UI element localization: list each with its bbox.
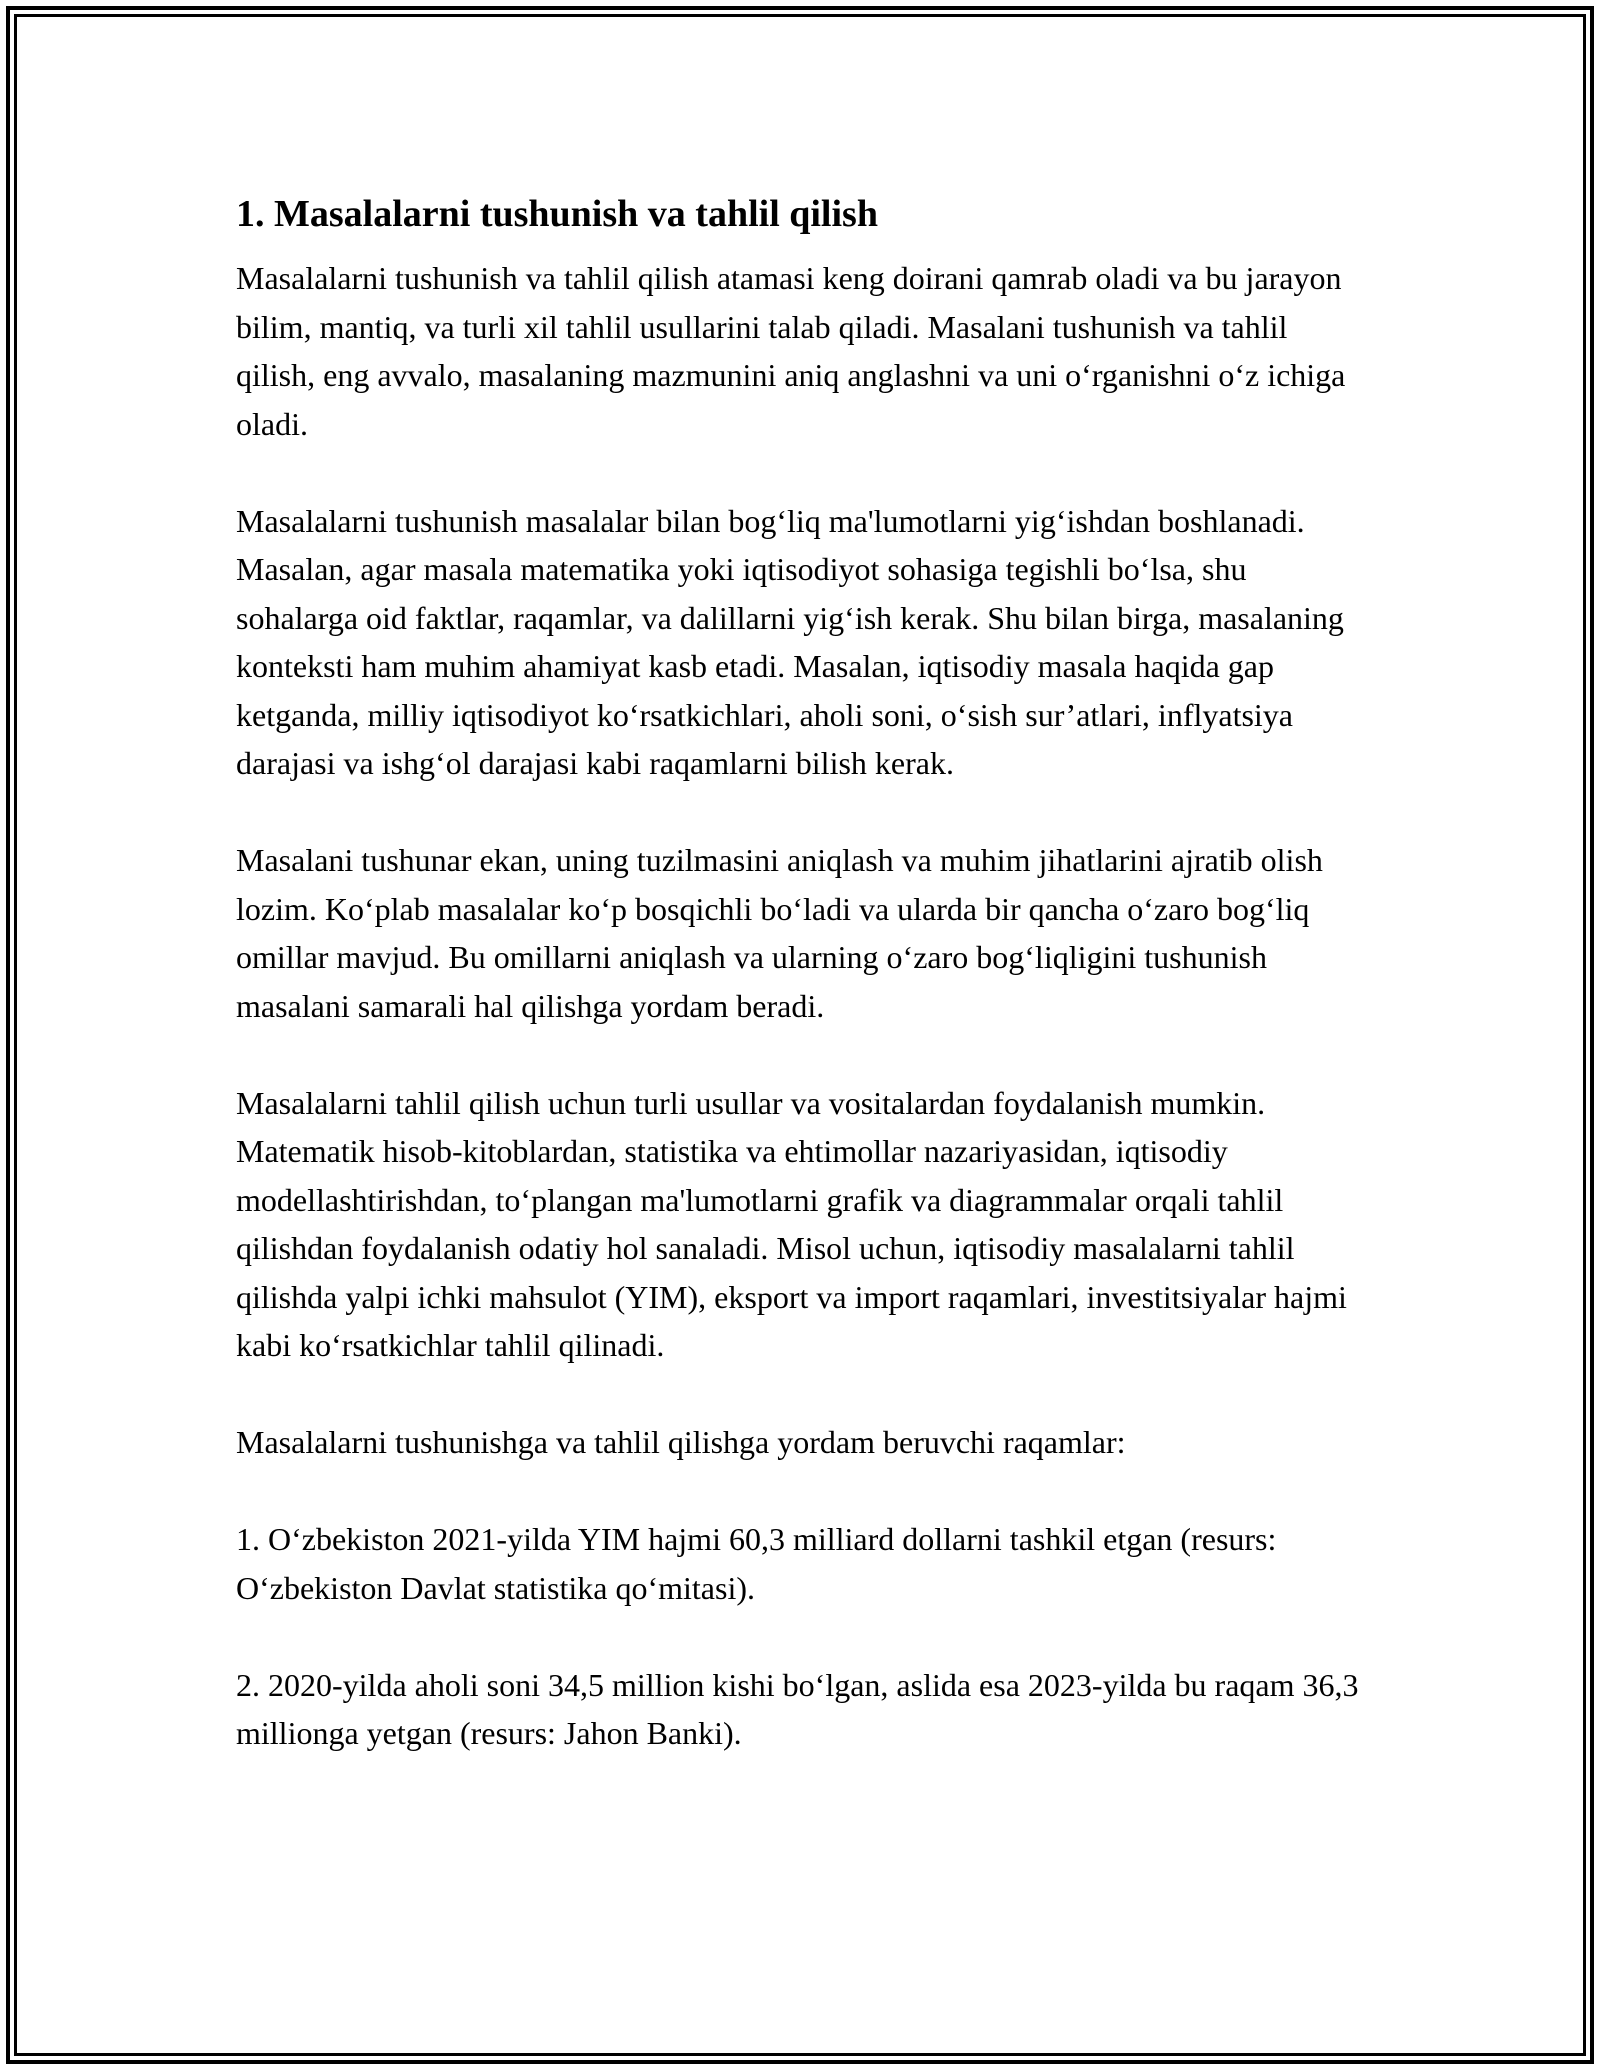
document-body — [236, 186, 1370, 1806]
section-heading: 1. Masalalarni tushunish va tahlil qilish — [236, 193, 878, 235]
paragraph-figures-intro: Masalalarni tushunishga va tahlil qilishga yordam beruvchi raqamlar: — [236, 1424, 1126, 1460]
paragraph-structure: Masalani tushunar ekan, uning tuzilmasini aniqlash va muhim jihatlarini ajratib olish lozim. Ko‘plab masalalar ko‘p bosqichli bo‘ladi va ularda bir qancha o‘zaro bog‘liq omillar mavjud. Bu omillarni aniqlash va ularning o‘zaro bog‘liqligini tushunish masalani samarali hal qilishga yordam beradi. — [236, 842, 1323, 1024]
list-item-gdp: 1. O‘zbekiston 2021-yilda YIM hajmi 60,3 milliard dollarni tashkil etgan (resurs: O‘zbekiston Davlat statistika qo‘mitasi). — [236, 1521, 1277, 1606]
paragraph-analysis-methods: Masalalarni tahlil qilish uchun turli usullar va vositalardan foydalanish mumkin. Matematik hisob-kitoblardan, statistika va ehtimollar nazariyasidan, iqtisodiy modellashtirishdan, to‘plangan ma'lumotlarni grafik va diagrammalar orqali tahlil qilishdan foydalanish odatiy hol sanaladi. Misol uchun, iqtisodiy masalalarni tahlil qilishda yalpi ichki mahsulot (YIM), eksport va import raqamlari, investitsiyalar hajmi kabi ko‘rsatkichlar tahlil qilinadi. — [236, 1084, 1347, 1363]
paragraph-intro: Masalalarni tushunish va tahlil qilish atamasi keng doirani qamrab oladi va bu jarayon bilim, mantiq, va turli xil tahlil usullarini talab qiladi. Masalani tushunish va tahlil qilish, eng avvalo, masalaning mazmunini aniq anglashni va uni o‘rganishni o‘z ichiga oladi. — [236, 260, 1346, 442]
list-item-population: 2. 2020-yilda aholi soni 34,5 million kishi bo‘lgan, aslida esa 2023-yilda bu raqam 36,3 millionga yetgan (resurs: Jahon Banki). — [236, 1666, 1359, 1751]
paragraph-data-collection: Masalalarni tushunish masalalar bilan bog‘liq ma'lumotlarni yig‘ishdan boshlanadi. Masalan, agar masala matematika yoki iqtisodiyot sohasiga tegishli bo‘lsa, shu sohalarga oid faktlar, raqamlar, va dalillarni yig‘ish kerak. Shu bilan birga, masalaning konteksti ham muhim ahamiyat kasb etadi. Masalan, iqtisodiy masala haqida gap ketganda, milliy iqtisodiyot ko‘rsatkichlari, aholi soni, o‘sish sur’atlari, inflyatsiya darajasi va ishg‘ol darajasi kabi raqamlarni bilish kerak. — [236, 502, 1344, 781]
